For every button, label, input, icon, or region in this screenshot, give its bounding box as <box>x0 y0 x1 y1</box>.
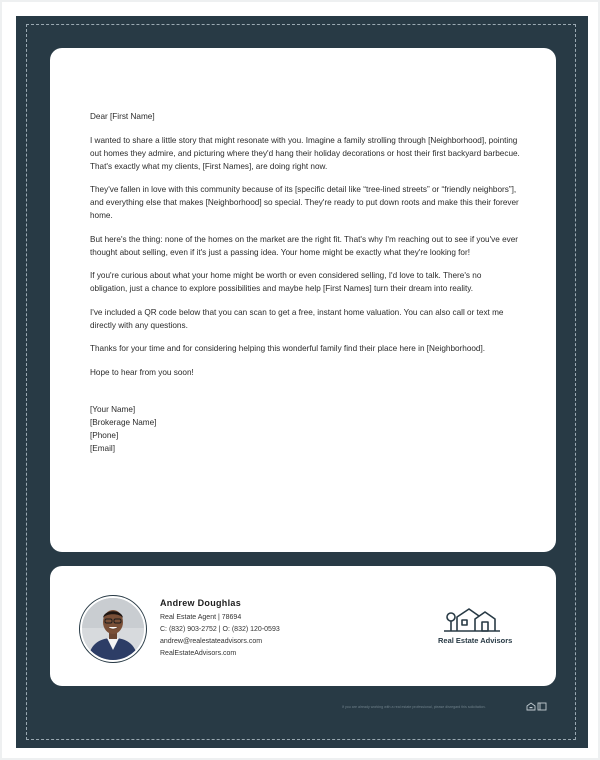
letter-body <box>90 110 520 455</box>
letter-paragraph: I wanted to share a little story that might resonate with you. Imagine a family strolling through [Neighborhood], pointing out homes they admire, and picturing where they'd hang their holiday decorations or host their first backyard barbecue. That's exactly what my clients, [First Names], are doing right now. <box>90 135 520 171</box>
letter-paragraph: I've included a QR code below that you can scan to get a free, instant home valuation. You can also call or text me directly with any questions. <box>90 307 504 330</box>
signature-phone: [Phone] <box>90 430 119 440</box>
letter-paragraph: But here's the thing: none of the homes on the market are the right fit. That's why I'm reaching out to see if you've ever thought about selling, even if it's just a passing idea. Your home might be exactly what they're looking for! <box>90 234 518 257</box>
disclaimer-text: If you are already working with a real estate professional, please disregard this solicitation. <box>342 705 486 709</box>
agent-name: Andrew Doughlas <box>160 598 242 608</box>
letter-paragraph: Thanks for your time and for considering helping this wonderful family find their place here in [Neighborhood]. <box>90 344 486 353</box>
letter-paragraph: They've fallen in love with this community because of its [specific detail like “tree-lined streets” or “friendly neighbors”], and everything else that makes [Neighborhood] so special. They're ready to put down roots and make this their forever home. <box>90 185 519 220</box>
letter-paragraph: If you're curious about what your home might be worth or even considered selling, I'd love to talk. There's no obligation, just a chance to explore possibilities and maybe help [First Names] turn their dream into reality. <box>90 271 482 293</box>
letter-greeting: Dear [First Name] <box>90 112 155 121</box>
letter-card <box>50 48 556 552</box>
page <box>2 2 598 758</box>
agent-email: andrew@realestateadvisors.com <box>160 638 263 645</box>
person-photo-icon <box>82 598 144 660</box>
agent-avatar <box>80 596 146 662</box>
letter-paragraph: Hope to hear from you soon! <box>90 367 194 377</box>
agent-contact-card <box>50 566 556 686</box>
brand-name: Real Estate Advisors <box>438 636 513 645</box>
signature-brokerage: [Brokerage Name] <box>90 417 157 427</box>
signature-block <box>90 403 520 455</box>
real-estate-logo-icon <box>442 604 504 634</box>
agent-website: RealEstateAdvisors.com <box>160 650 237 657</box>
signature-name: [Your Name] <box>90 404 136 414</box>
agent-title: Real Estate Agent | 78694 <box>160 614 242 621</box>
agent-phones: C: (832) 903-2752 | O: (832) 120-0593 <box>160 626 280 633</box>
signature-email: [Email] <box>90 443 116 453</box>
equal-housing-icon <box>526 702 548 711</box>
